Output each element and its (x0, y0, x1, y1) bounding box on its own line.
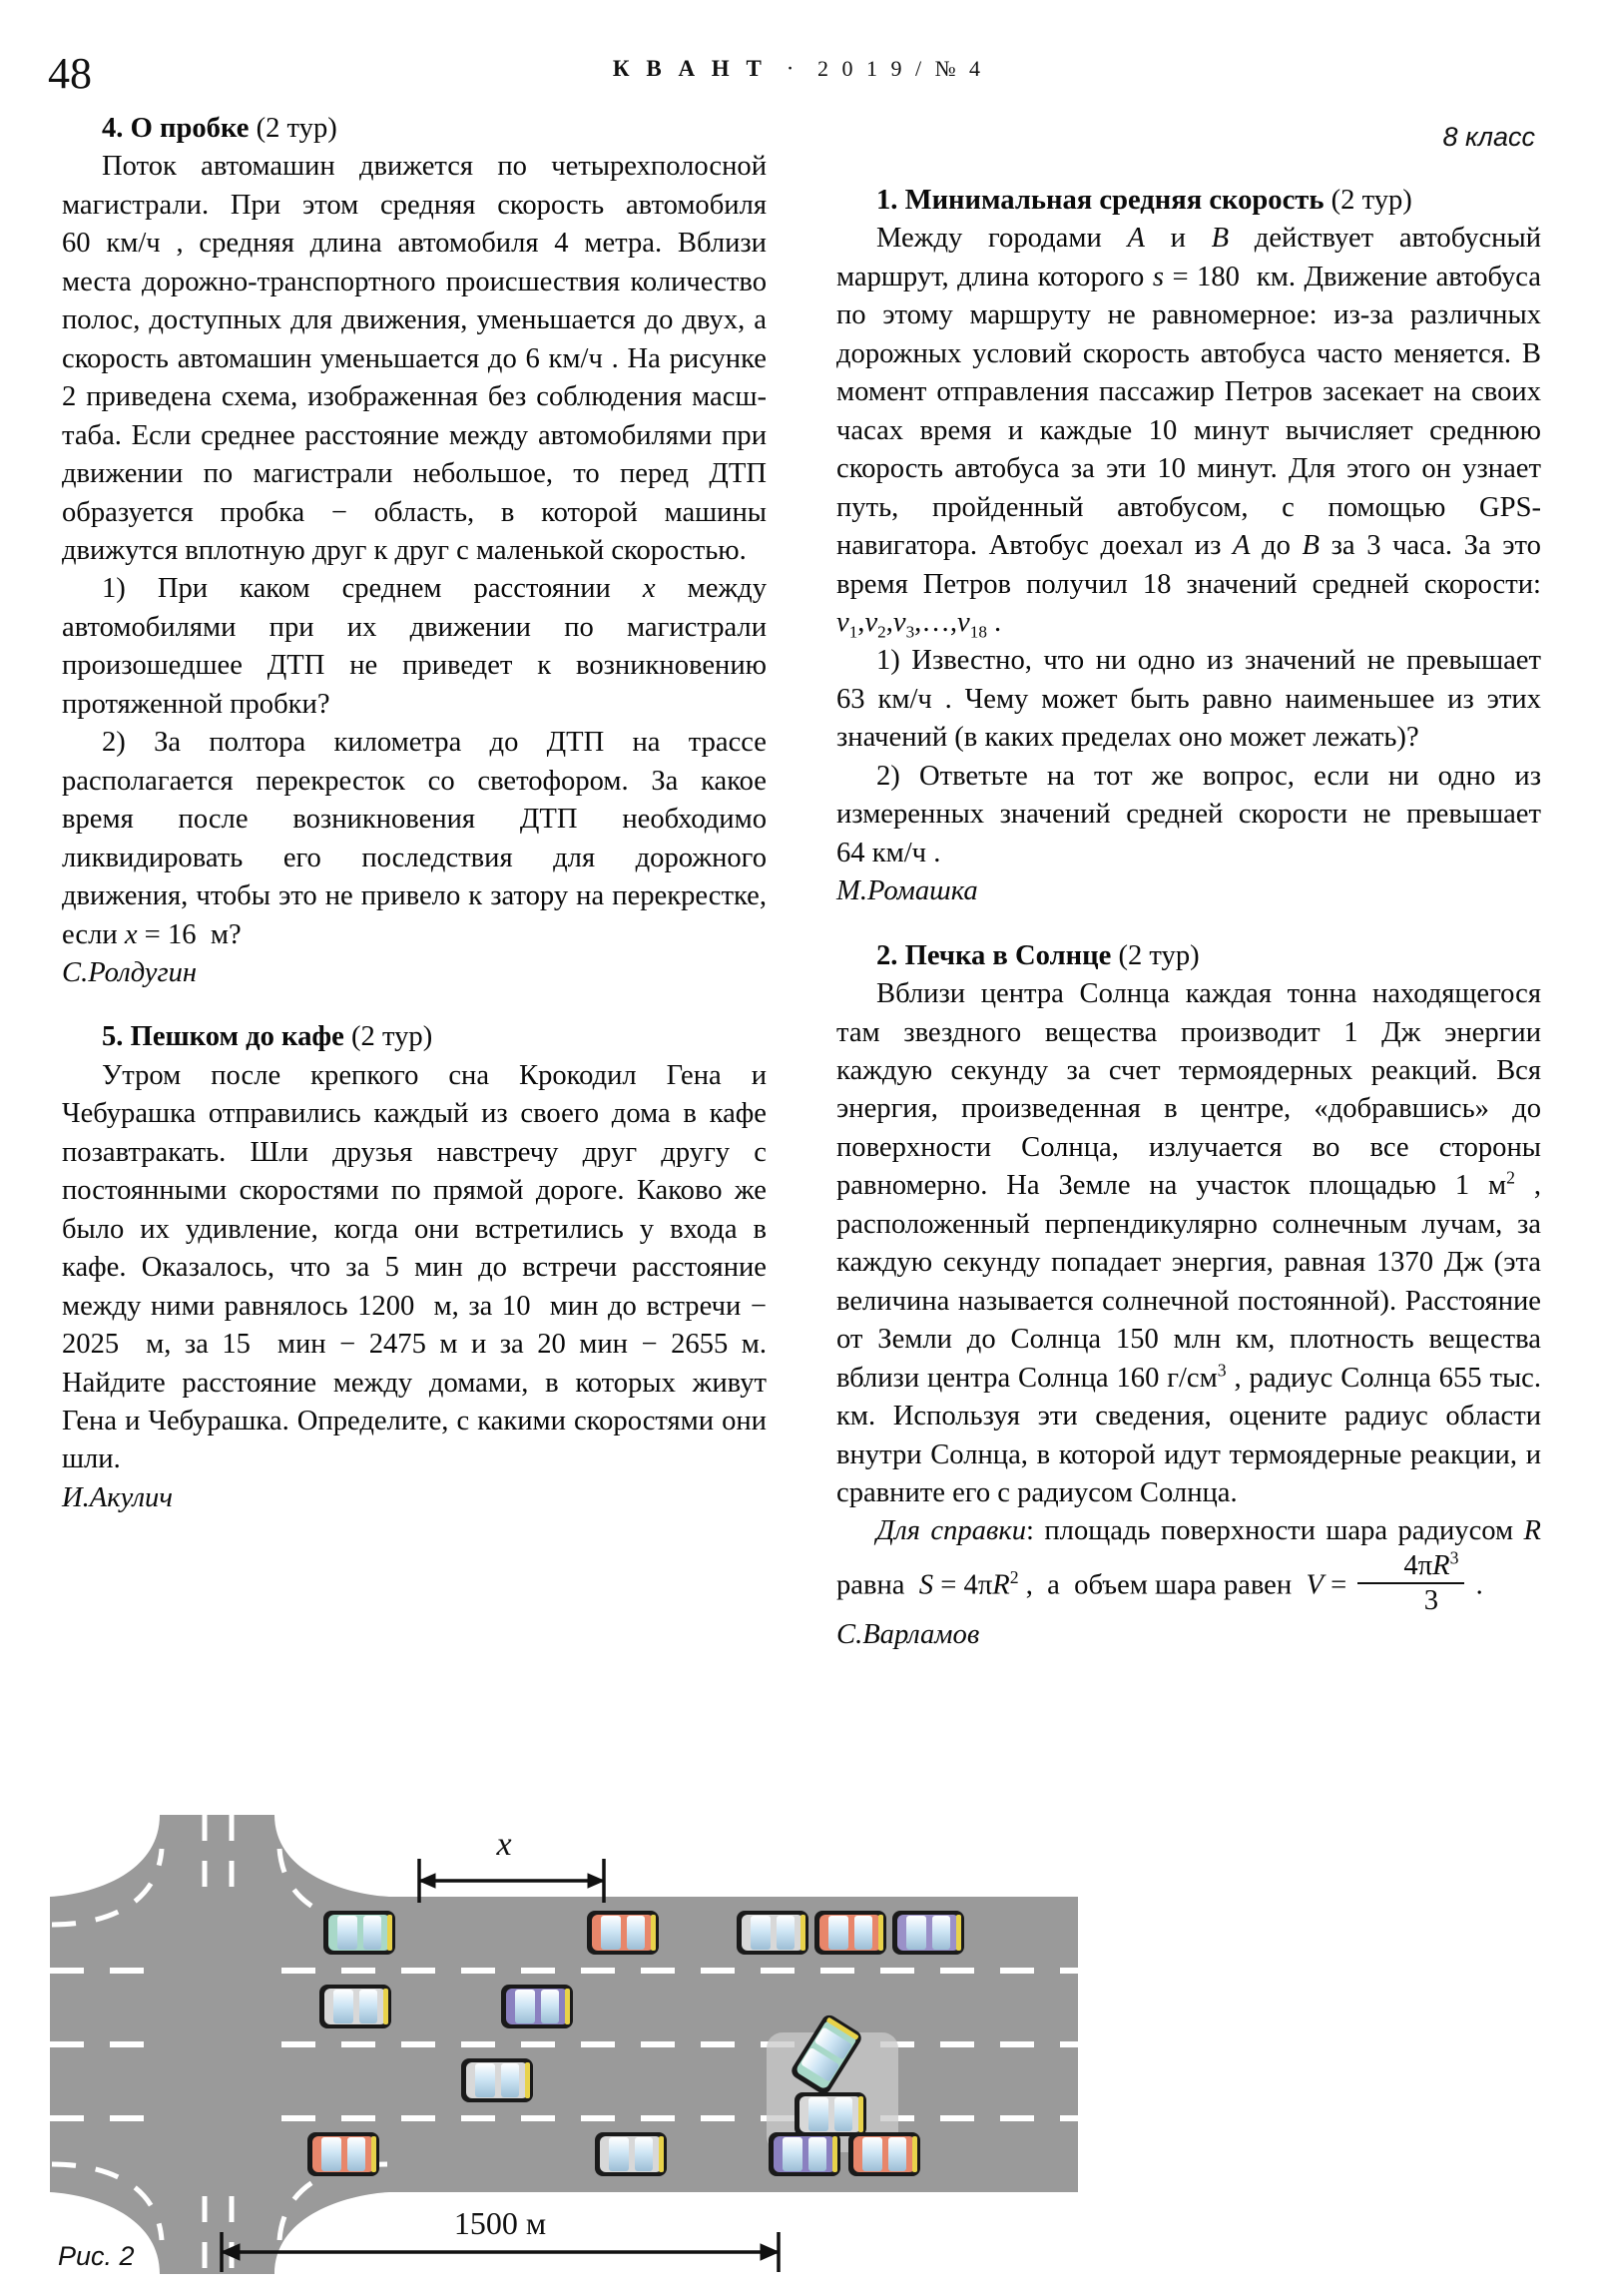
task-r2-title (836, 937, 1541, 975)
task-5-title (62, 1018, 767, 1056)
car (461, 2058, 533, 2102)
road-diagram-svg (50, 1815, 1078, 2274)
car (307, 2132, 379, 2176)
car (587, 1911, 659, 1955)
figure-caption: Рис. 2 (58, 2241, 135, 2271)
task-5-paragraph-0: Утром после крепкого сна Крокодил Гена и Чебурашка отправились каждый из своего дома в кафе позавтракать. Шли друзья навстречу друг другу с постоянными скоростями по прямой дороге. Каково же было их удивление, когда они встретились у входа в кафе. Оказалось, что за 5 мин до встречи расстояние между ними равнялось 1200 м, за 10 мин до встречи − 2025 м, за 15 мин − 2475 м и за 20 мин − 2655 м. Найдите расстояние между домами, в которых живут Гена и Чебурашка. Определите, с какими скоростями они шли. (62, 1059, 767, 1475)
task-r1-paragraph-0: Между городами A и B действует автобусный маршрут, длина которого s = 180 км. Движение автобуса по этому маршруту не равномерное: из-за различных дорожных условий скорость автобуса часто меняется. В момент отправления пассажир Петров засекает на своих часах время и каждые 10 минут вычисляет среднюю скорость автобуса за эти 10 минут. Для этого он узнает путь, пройденный автобусом, с помощью GPS-навигатора. Автобус доехал из A до B за 3 часа. За это время Петров получил 18 значений средней скорости: $v_1,v_2,v_3,\dots,v_{18}$ . (836, 223, 1541, 642)
task-4-paragraph-0: Поток автомашин движется по четырехполосной магистрали. При этом средняя скорость автомобиля 60 км/ч , средняя длина автомобиля 4 метра. Вблизи места дорожно-транспортного происшествия количество полос, доступных для движения, уменьшается до двух, а скорость автомашин уменьшается до 6 км/ч . На рисунке 2 приведена схема, изображенная без соблюдения масштаба. Если среднее расстояние между автомобилями при движении по магистрали небольшое, то перед ДТП образуется пробка − область, в которой машины движутся вплотную друг к друг с маленькой скоростью. (62, 151, 767, 566)
task-r1-paragraph-1: 1) Известно, что ни одно из значений не превышает 63 км/ч . Чему может быть равно наименьшее из этих значений (в каких пределах оно может лежать)? (836, 645, 1541, 754)
car (892, 1911, 964, 1955)
task-r1-tour: (2 тур) (1331, 185, 1412, 216)
task-4-tour: (2 тур) (256, 113, 337, 144)
task-r1-heading: 1. Минимальная средняя скорость (876, 185, 1325, 216)
task-r2-paragraph-0: Вблизи центра Солнца каждая тонна находящегося там звездного вещества производит 1 Дж энергии каждую секунду за счет термоядерных реакций. Вся энергия, произведенная в центре, «добравшись» до поверхности Солнца, излучается во все стороны равномерно. На Земле на участок площадью 1 $м^2$ , расположенный перпендикулярно солнечным лучам, за каждую секунду попадает энергия, равная 1370 Дж (эта величина называется солнечной постоянной). Расстояние от Земли до Солнца 150 млн км, плотность вещества вблизи центра Солнца 160 $г/см^3$ , радиус Солнца 655 тыс. км. Используя эти сведения, оцените радиус области внутри Солнца, в которой идут термоядерные реакции, и сравните его с радиусом Солнца. (836, 978, 1542, 1508)
task-4-paragraph-1: 1) При каком среднем расстоянии x между автомобилями при их движении по магистрали произошедшее ДТП не приведет к возникновению протяженной пробки? (62, 573, 767, 720)
issue-label: 2 0 1 9 / № 4 (816, 56, 985, 81)
task-4-paragraph-2: 2) За полтора километра до ДТП на трассе располагается перекресток со светофором. За какое время после возникновения ДТП необходимо ликвидировать его последствия для дорожного движения, чтобы это не привело к затору на перекрестке, если x = 16 м? (62, 727, 767, 950)
car (319, 1985, 391, 2028)
task-4-title (62, 110, 767, 148)
running-head-title (0, 56, 1597, 82)
task-5-heading: 5. Пешком до кафе (102, 1021, 344, 1053)
task-r2-tour: (2 тур) (1118, 939, 1200, 971)
task-r1-author: М.Ромашка (836, 875, 978, 907)
task-r1-paragraph-2: 2) Ответьте на тот же вопрос, если ни одно из измеренных значений средней скорости не превышает 64 км/ч . (836, 760, 1541, 868)
car (501, 1985, 573, 2028)
running-head-separator: · (786, 56, 798, 81)
running-head (0, 40, 1597, 98)
task-r2-reference: Для справки: площадь поверхности шара радиусом R равна $S = 4\pi R^2$ , а объем шара равен V = $\frac{4\pi R^3}{3}$ . (836, 1515, 1541, 1616)
car (814, 1911, 886, 1955)
car (769, 2132, 840, 2176)
car-crashed (795, 2092, 866, 2136)
task-r1-title (836, 182, 1541, 220)
car (595, 2132, 667, 2176)
dimension-1500-label: 1500 м (453, 2205, 547, 2241)
figure-2 (50, 1815, 1078, 2274)
reference-label: Для справки (876, 1515, 1027, 1547)
car (737, 1911, 808, 1955)
task-4-heading: 4. О пробке (102, 113, 250, 144)
journal-name: К В А Н Т (612, 56, 768, 81)
task-5-tour: (2 тур) (351, 1021, 433, 1053)
grade-marker: 8 класс (1442, 122, 1535, 152)
left-column (62, 110, 767, 1517)
car (323, 1911, 395, 1955)
dimension-x (419, 1859, 604, 1903)
task-4-author: С.Ролдугин (62, 956, 198, 988)
task-5-author: И.Акулич (62, 1481, 173, 1513)
task-r2-heading: 2. Печка в Солнце (876, 939, 1112, 971)
dimension-x-label: x (496, 1826, 512, 1863)
volume-fraction: $\frac{4\pi R^3}{3}$ (1357, 1551, 1464, 1616)
car (848, 2132, 920, 2176)
right-column (836, 182, 1541, 1655)
task-r2-author: С.Варламов (836, 1619, 980, 1651)
page-number: 48 (48, 49, 92, 98)
